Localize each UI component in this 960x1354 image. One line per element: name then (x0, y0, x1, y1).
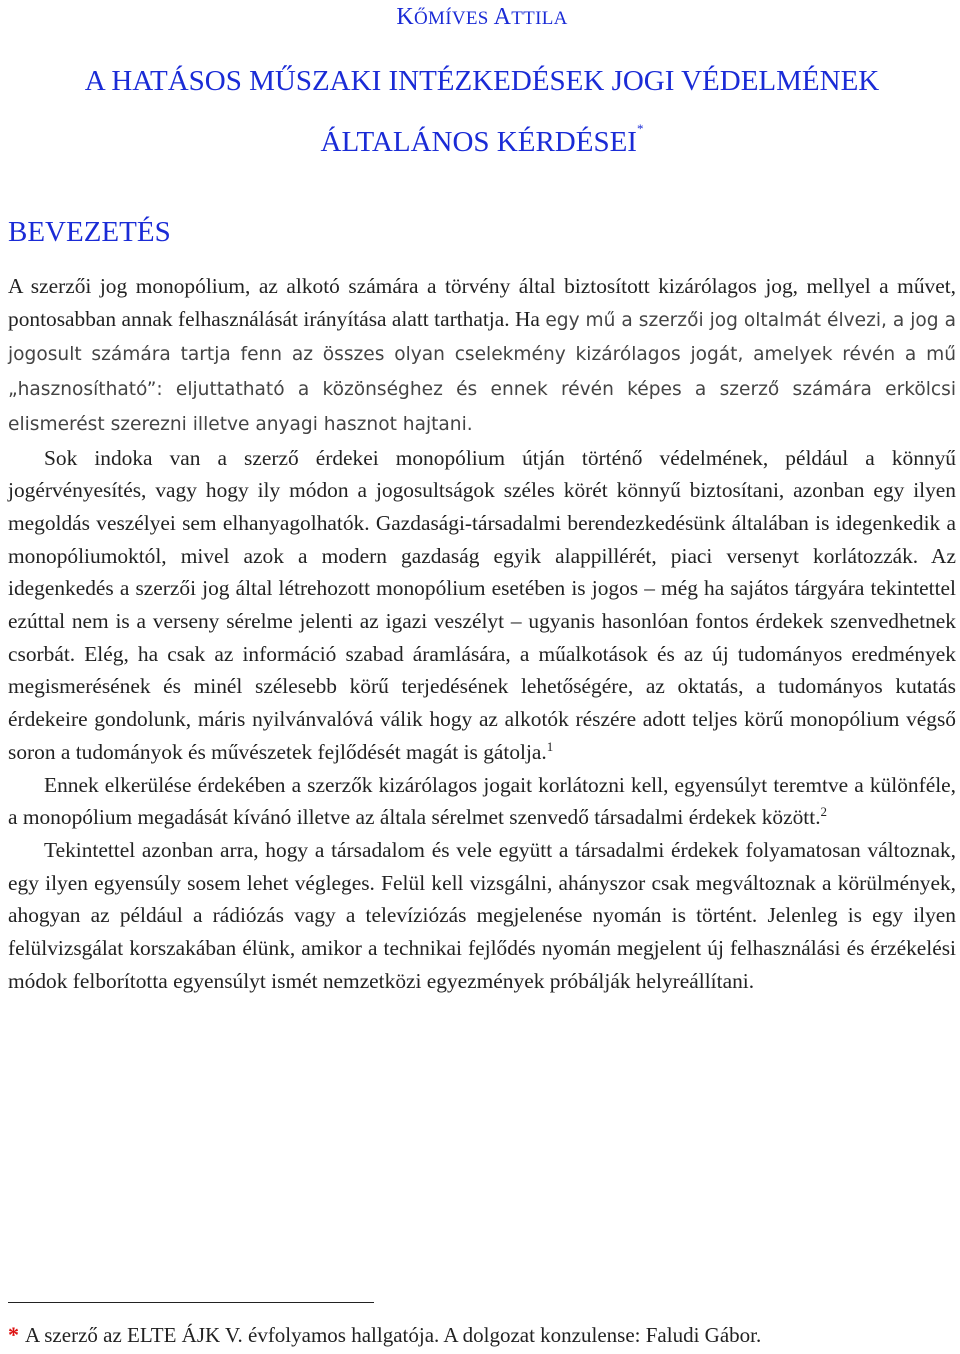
paragraph-1 (8, 270, 956, 442)
section-heading: BEVEZETÉS (8, 216, 171, 248)
title-line-2-text: ÁLTALÁNOS KÉRDÉSEI (320, 126, 637, 158)
author-first-initial: K (396, 4, 414, 30)
footnote (8, 1321, 956, 1349)
author-last-initial: A (493, 4, 512, 30)
author-name (8, 4, 956, 31)
paragraph-3 (8, 769, 956, 834)
footnote-text: A szerző az ELTE ÁJK V. évfolyamos hallgatója. A dolgozat konzulense: Faludi Gábor. (25, 1323, 762, 1347)
title-footnote-mark[interactable]: * (636, 121, 644, 136)
paragraph-3-text: Ennek elkerülése érdekében a szerzők kizárólagos jogait korlátozni kell, egyensúlyt teremtve a különféle, a monopólium megadását kívánó illetve az általa sérelmet szenvedő társadalmi érdekek között. (8, 772, 956, 830)
paper-title (8, 58, 956, 166)
title-line-2 (8, 105, 956, 166)
author-last-rest: TTILA (511, 8, 568, 29)
title-line-1: A HATÁSOS MŰSZAKI INTÉZKEDÉSEK JOGI VÉDELMÉNEK (84, 65, 880, 97)
body-text (8, 270, 956, 997)
paragraph-2 (8, 442, 956, 769)
footnote-ref-2[interactable]: 2 (820, 804, 828, 820)
paragraph-1-serif: A szerzői jog monopólium, az alkotó számára a törvény által biztosított kizárólagos jog, mellyel a művet, pontosabban annak felhasználását irányítása alatt tarthatja. Ha (8, 274, 956, 331)
paragraph-4: Tekintettel azonban arra, hogy a társadalom és vele együtt a társadalmi érdekek folyamatosan változnak, egy ilyen egyensúly sosem lehet végleges. Felül kell vizsgálni, ahányszor csak megváltoznak a körülmények, ahogyan az például a rádiózás vagy a televíziózás megjelenése nyomán is történt. Jelenleg is egy ilyen felülvizsgálat korszakában élünk, amikor a technikai fejlődés nyomán megjelent új felhasználási és érzékelési módok felborította egyensúlyt ismét nemzetközi egyezmények próbálják helyreállítani. (8, 837, 956, 993)
footnote-ref-1[interactable]: 1 (546, 738, 554, 754)
paragraph-2-text: Sok indoka van a szerző érdekei monopólium útján történő védelmének, például a könnyű jogérvényesítés, vagy hogy ily módon a jogosultságok széles körét könnyű biztosítani, azonban egy ilyen megoldás veszélyei sem elhanyagolhatók. Gazdasági-társadalmi berendezkedésünk általában is idegenkedik a monopóliumoktól, mivel azok a modern gazdaság egyik alappillérét, piaci versenyt korlátozzák. Az idegenkedés a szerzői jog által létrehozott monopólium esetében is jogos – még ha sajátos tárgyára tekintettel ezúttal nem is a verseny sérelme jelenti az igazi veszélyt – ugyanis hasonlóan fontos érdekek szenvedhetnek csorbát. Elég, ha csak az információ szabad áramlására, a műalkotások és az új tudományos eredmények megismerésének és minél szélesebb körű terjedésének lehetőségére, az oktatás, a tudományos kutatás érdekeire gondolunk, máris nyilvánvalóvá válik hogy az alkotók részére adott teljes körű monopólium végső soron a tudományok és művészetek fejlődését magát is gátolja. (8, 445, 956, 764)
paragraph-1-sans: egy mű a szerzői jog oltalmát élvezi, a jog a jogosult számára tartja fenn az összes olyan cselekmény kizárólagos jogát, amelyek révén a mű „hasznosítható”: eljuttatható a közönséghez és ennek révén képes a szerző számára erkölcsi elismerést szerezni illetve anyagi hasznot hajtani. (8, 309, 956, 435)
footnote-mark: * (8, 1322, 19, 1347)
footnote-divider (8, 1302, 374, 1303)
author-first-rest: ŐMÍVES (414, 8, 489, 29)
